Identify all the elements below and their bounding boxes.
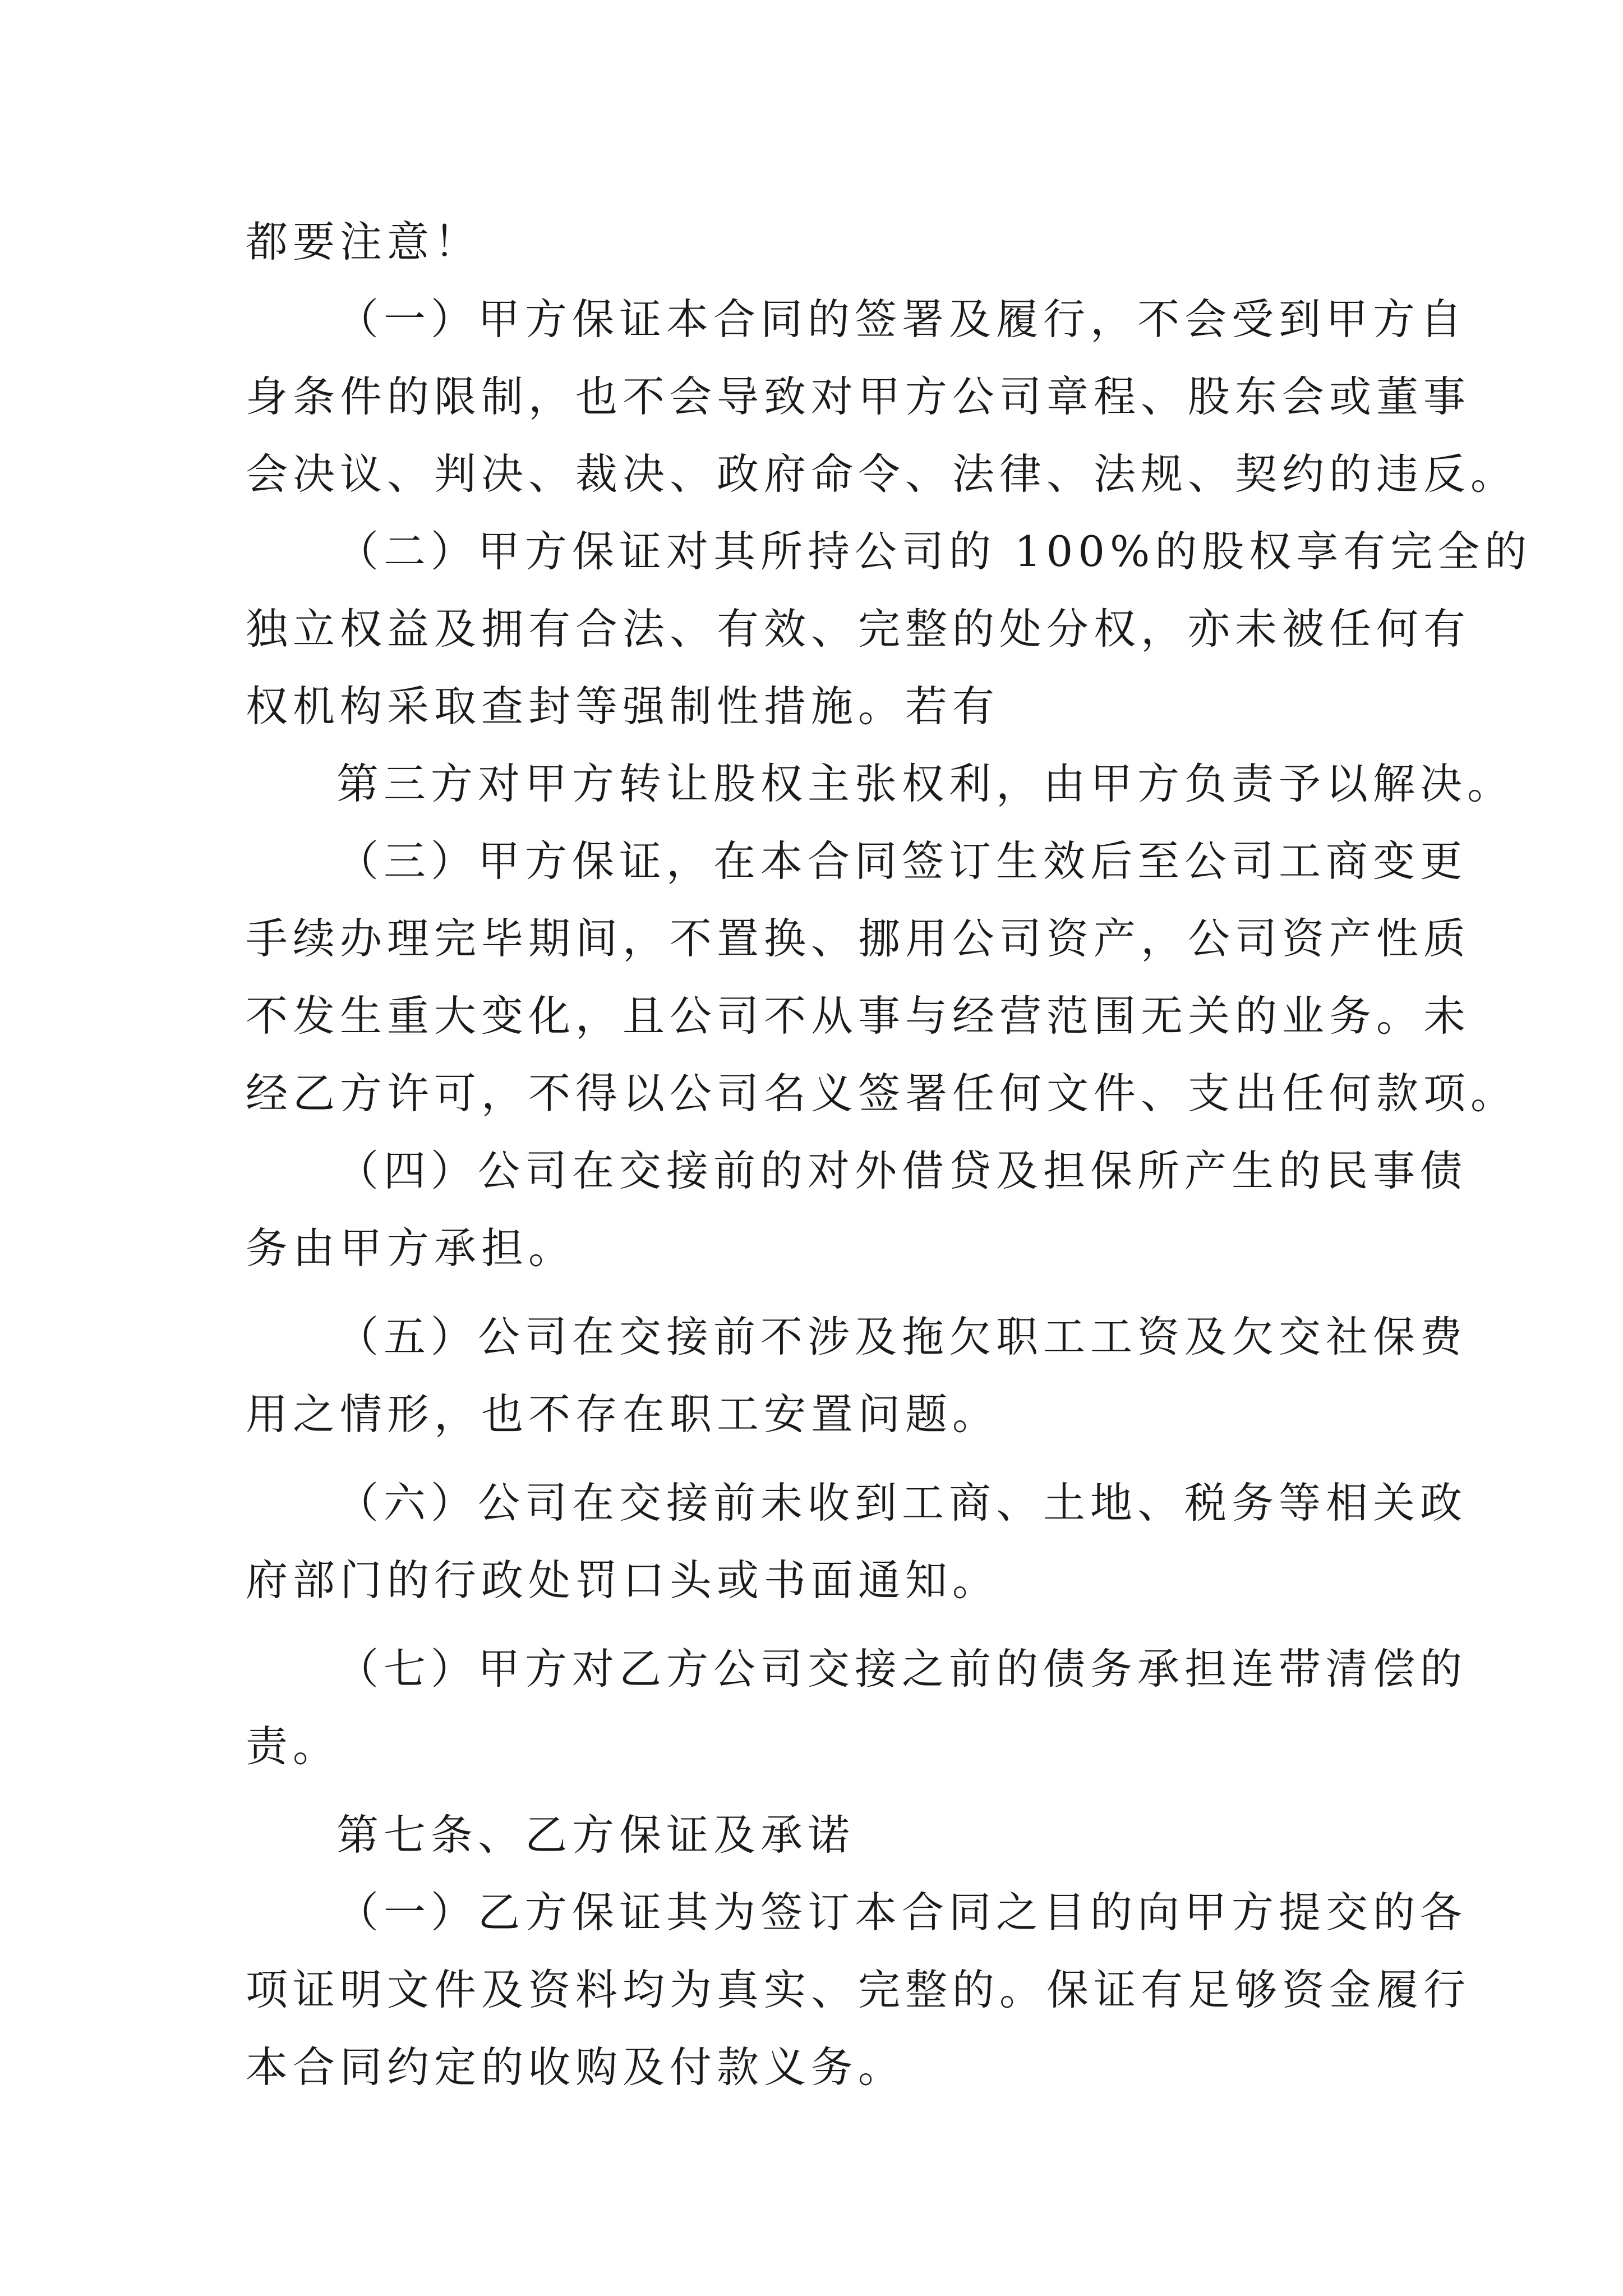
text-line: 独立权益及拥有合法、有效、完整的处分权，亦未被任何有 <box>246 604 1471 654</box>
paragraph-clause-2: （二）甲方保证对其所持公司的 100%的股权享有完全的 <box>336 527 1532 576</box>
paragraph-clause-1: （一）甲方保证本合同的签署及履行，不会受到甲方自 <box>336 295 1468 344</box>
text-line: 身条件的限制，也不会导致对甲方公司章程、股东会或董事 <box>246 372 1471 421</box>
paragraph-clause-5: （五）公司在交接前不涉及拖欠职工工资及欠交社保费 <box>336 1312 1468 1361</box>
paragraph-spacer <box>246 1287 1390 1298</box>
text-line: 手续办理完毕期间，不置换、挪用公司资产，公司资产性质 <box>246 914 1471 963</box>
paragraph-spacer <box>246 1619 1390 1630</box>
section-heading: 第七条、乙方保证及承诺 <box>336 1810 855 1860</box>
text-line: 权机构采取查封等强制性措施。若有 <box>246 682 1000 731</box>
text-line: 务由甲方承担。 <box>246 1223 576 1273</box>
paragraph-spacer <box>246 1453 1390 1464</box>
paragraph-clause-4: （四）公司在交接前的对外借贷及担保所产生的民事债 <box>336 1146 1468 1195</box>
text-line: 本合同约定的收购及付款义务。 <box>246 2042 906 2092</box>
text-line: 不发生重大变化，且公司不从事与经营范围无关的业务。未 <box>246 991 1471 1041</box>
paragraph-party-b-clause-1: （一）乙方保证其为签订本合同之目的向甲方提交的各 <box>336 1888 1468 1937</box>
text-line: 都要注意！ <box>246 217 482 266</box>
paragraph-clause-3: （三）甲方保证，在本合同签订生效后至公司工商变更 <box>336 836 1468 886</box>
paragraph-clause-7: （七）甲方对乙方公司交接之前的债务承担连带清偿的 <box>336 1644 1468 1694</box>
text-line: 责。 <box>246 1722 340 1771</box>
text-line: 第三方对甲方转让股权主张权利，由甲方负责予以解决。 <box>336 759 1515 808</box>
text-line: 用之情形，也不存在职工安置问题。 <box>246 1389 1000 1439</box>
text-line: 项证明文件及资料均为真实、完整的。保证有足够资金履行 <box>246 1965 1471 2014</box>
text-line: 府部门的行政处罚口头或书面通知。 <box>246 1556 1000 1605</box>
text-line: 会决议、判决、裁决、政府命令、法律、法规、契约的违反。 <box>246 449 1518 499</box>
text-line: 经乙方许可，不得以公司名义签署任何文件、支出任何款项。 <box>246 1069 1518 1118</box>
document-body <box>246 203 1532 2106</box>
paragraph-clause-6: （六）公司在交接前未收到工商、土地、税务等相关政 <box>336 1478 1468 1527</box>
paragraph-spacer <box>246 1785 1390 1796</box>
